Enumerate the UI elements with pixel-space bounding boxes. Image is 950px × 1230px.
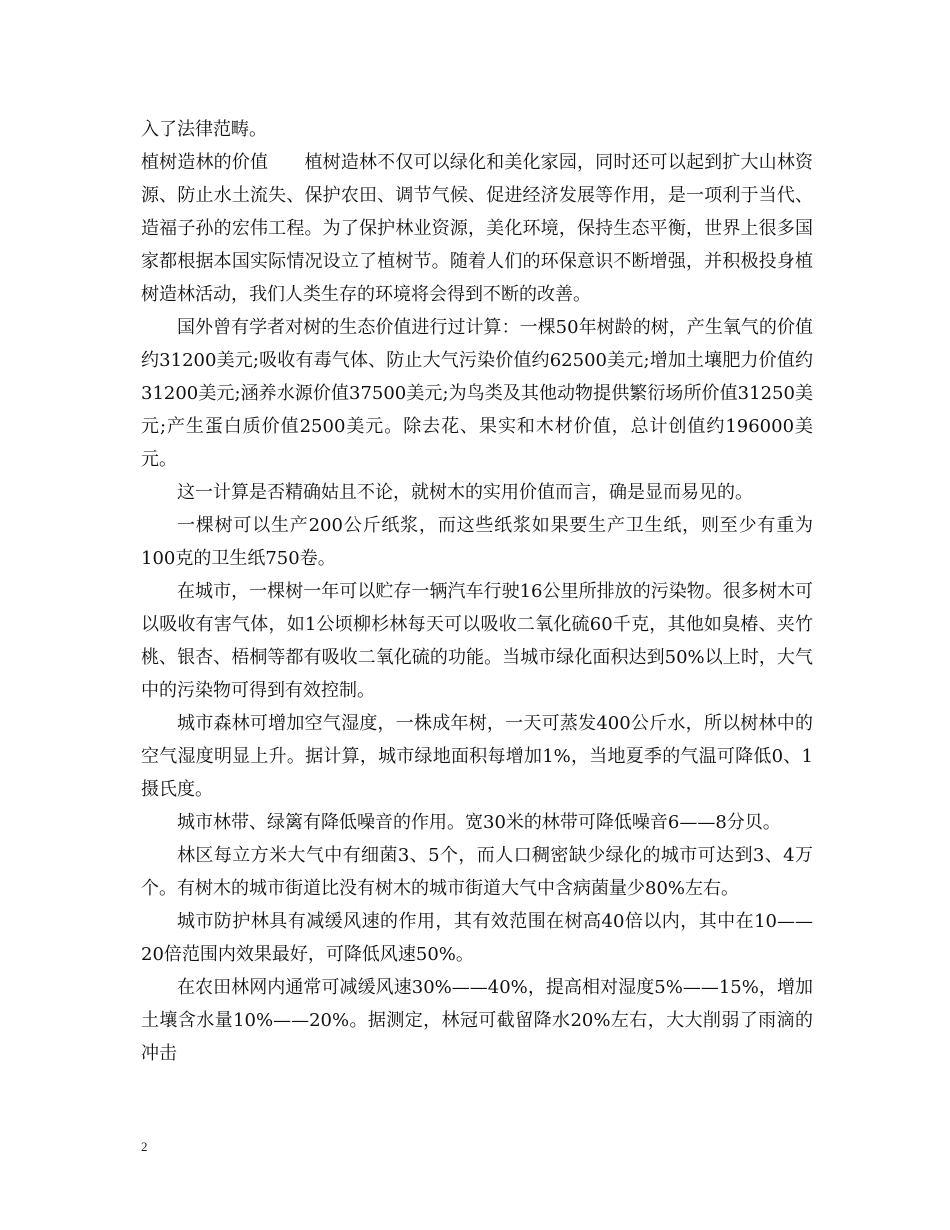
paragraph: 城市防护林具有减缓风速的作用，其有效范围在树高40倍以内，其中在10——20倍范围内效果最好，可降低风速50%。 (141, 911, 813, 965)
page-number: 2 (141, 1139, 148, 1154)
paragraph: 城市森林可增加空气湿度，一株成年树，一天可蒸发400公斤水，所以树林中的空气湿度明显上升。据计算，城市绿地面积每增加1%，当地夏季的气温可降低0、1摄氏度。 (141, 713, 813, 800)
paragraph: 一棵树可以生产200公斤纸浆，而这些纸浆如果要生产卫生纸，则至少有重为100克的卫生纸750卷。 (141, 515, 813, 569)
paragraph: 在城市，一棵树一年可以贮存一辆汽车行驶16公里所排放的污染物。很多树木可以吸收有害气体，如1公顷柳杉林每天可以吸收二氧化硫60千克，其他如臭椿、夹竹桃、银杏、梧桐等都有吸收二氧化硫的功能。当城市绿化面积达到50%以上时，大气中的污染物可得到有效控制。 (141, 581, 813, 701)
document-body (141, 113, 813, 1070)
paragraph: 这一计算是否精确姑且不论，就树木的实用价值而言，确是显而易见的。 (177, 482, 753, 503)
paragraph-section-heading: 植树造林的价值 植树造林不仅可以绿化和美化家园，同时还可以起到扩大山林资源、防止水土流失、保护农田、调节气候、促进经济发展等作用，是一项利于当代、造福子孙的宏伟工程。为了保护林业资源，美化环境，保持生态平衡，世界上很多国家都根据本国实际情况设立了植树节。随着人们的环保意识不断增强，并积极投身植树造林活动，我们人类生存的环境将会得到不断的改善。 (141, 152, 813, 305)
paragraph: 城市林带、绿篱有降低噪音的作用。宽30米的林带可降低噪音6——8分贝。 (177, 812, 781, 833)
paragraph: 入了法律范畴。 (141, 119, 267, 140)
paragraph: 国外曾有学者对树的生态价值进行过计算：一棵50年树龄的树，产生氧气的价值约31200美元;吸收有毒气体、防止大气污染价值约62500美元;增加土壤肥力价值约31200美元;涵养水源价值37500美元;为鸟类及其他动物提供繁衍场所价值31250美元;产生蛋白质价值2500美元。除去花、果实和木材价值，总计创值约196000美元。 (141, 317, 813, 470)
paragraph: 在农田林网内通常可减缓风速30%——40%，提高相对湿度5%——15%，增加土壤含水量10%——20%。据测定，林冠可截留降水20%左右，大大削弱了雨滴的冲击 (141, 977, 813, 1064)
paragraph: 林区每立方米大气中有细菌3、5个，而人口稠密缺少绿化的城市可达到3、4万个。有树木的城市街道比没有树木的城市街道大气中含病菌量少80%左右。 (141, 845, 813, 899)
